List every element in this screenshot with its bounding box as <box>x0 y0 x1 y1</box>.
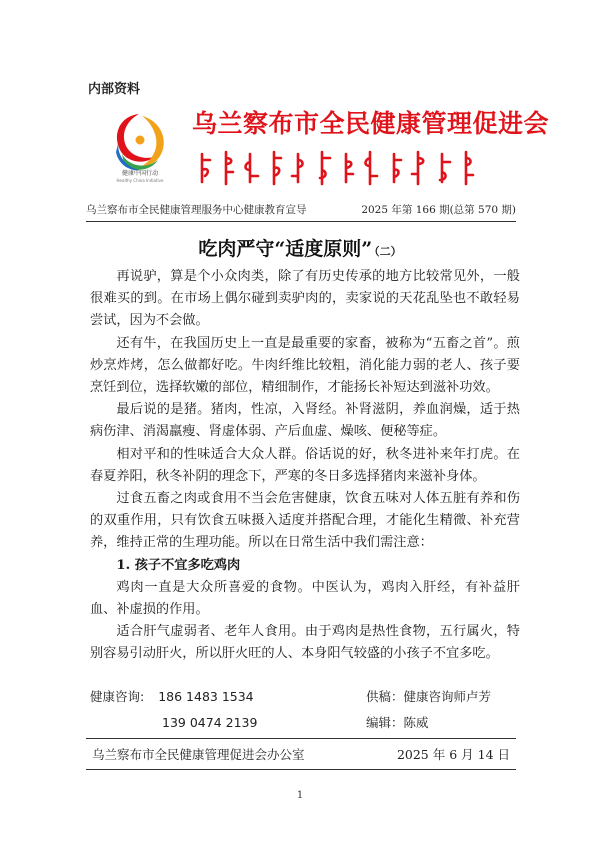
page-number: 1 <box>296 790 304 801</box>
mongolian-script-icon <box>198 148 490 190</box>
publisher: 乌兰察布市全民健康管理服务中心健康教育宣导 <box>86 204 307 216</box>
paragraph: 适合肝气虚弱者、老年人食用。由于鸡肉是热性食物，五行属火，特别容易引动肝火，所以肝火旺的人、本身阳气较盛的小孩子不宜多吃。 <box>90 624 520 662</box>
article-title <box>0 234 600 261</box>
paragraph: 相对平和的性味适合大众人群。俗话说的好，秋冬进补来年打虎。在春夏养阳，秋冬补阴的理念下，严寒的冬日多选择猪肉来滋补身体。 <box>90 446 520 484</box>
article-title-main: 吃肉严守“适度原则” <box>198 238 373 260</box>
logo-caption-en: Healthy China Initiative <box>116 178 164 183</box>
issue-meta-line <box>86 202 516 222</box>
consult-label: 健康咨询: <box>90 689 145 704</box>
footer-line <box>86 738 516 770</box>
footer-office: 乌兰察布市全民健康管理促进会办公室 <box>92 747 305 762</box>
org-title: 乌兰察布市全民健康管理促进会 <box>192 109 550 138</box>
paragraph: 最后说的是猪。猪肉，性凉，入肾经。补肾滋阴，养血润燥，适于热病伤津、消渴羸瘦、肾虚体弱、产后血虚、燥咳、便秘等症。 <box>90 402 520 440</box>
logo-caption: 健康中国行动 <box>121 170 158 177</box>
footer-date: 2025 年 6 月 14 日 <box>396 747 510 762</box>
internal-label: 内部资料 <box>88 82 141 97</box>
editor: 编辑：陈威 <box>366 715 429 730</box>
phone-number: 139 0474 2139 <box>162 715 258 730</box>
article-part: （二） <box>374 245 402 258</box>
paragraph: 鸡肉一直是大众所喜爱的食物。中医认为，鸡肉入肝经，有补益肝血、补虚损的作用。 <box>90 579 520 618</box>
section-subhead: 1. 孩子不宜多吃鸡肉 <box>116 557 241 573</box>
paragraph: 过食五畜之肉或食用不当会危害健康，饮食五味对人体五脏有养和伤的双重作用，只有饮食五味摄入适度并搭配合理，才能化生精微、补充营养，维持正常的生理功能。所以在日常生活中我们需注意： <box>90 491 520 551</box>
issue-number: 2025 年第 166 期(总第 570 期) <box>361 204 516 216</box>
paragraph: 还有牛，在我国历史上一直是最重要的家畜，被称为“五畜之首”。煎炒烹炸烤，怎么做都好吃。牛肉纤维比较粗，消化能力弱的老人、孩子要烹饪到位，选择软嫩的部位，精细制作，才能扬长补短达到滋补功效。 <box>90 335 520 396</box>
article-body <box>90 266 520 666</box>
contact-block <box>90 684 522 736</box>
paragraph: 再说驴，算是个小众肉类，除了有历史传承的地方比较常见外，一般很难买的到。在市场上偶尔碰到卖驴肉的，卖家说的天花乱坠也不敢轻易尝试，因为不会做。 <box>90 269 520 329</box>
phone-number: 186 1483 1534 <box>158 689 254 704</box>
supplier: 供稿：健康咨询师卢芳 <box>366 689 492 704</box>
